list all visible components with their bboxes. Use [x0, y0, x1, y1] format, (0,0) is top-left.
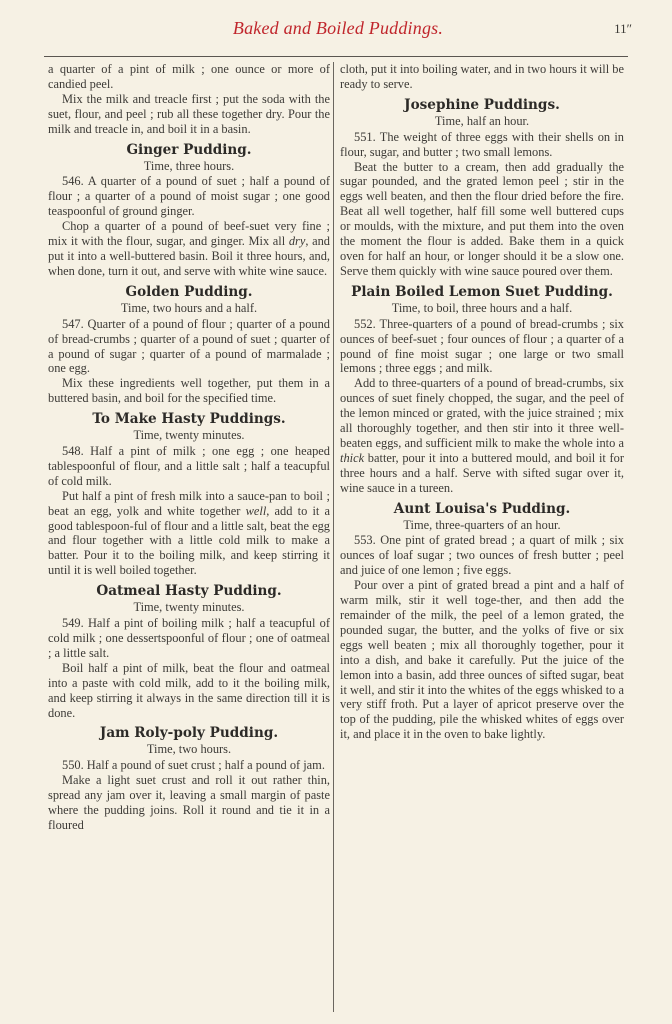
- recipe-ingredients: [48, 174, 330, 219]
- recipe-title: Josephine Puddings.: [404, 96, 560, 113]
- recipe-ingredients: [340, 533, 624, 578]
- recipe-time: Time, to boil, three hours and a half.: [391, 300, 573, 315]
- recipe-time: Time, two hours and a half.: [120, 300, 258, 315]
- right-column: [340, 62, 624, 742]
- ingredients-text: The weight of three eggs with their shells on in flour, sugar, and butter ; two small lemons.: [340, 129, 625, 159]
- recipe-number: 548.: [62, 444, 84, 459]
- header-rule: [44, 56, 628, 57]
- recipe-method: Beat the butter to a cream, then add gradually the sugar pounded, and the grated lemon peel ; stir in the eggs well beaten, and then the flour dried before the fire. Beat all well together, half fill some well buttered cups or moulds, with the mixture, and put them into the oven the moment the flour is added. Bake them in a quick oven for half an hour, or longer should it be a slow one. Serve them quickly with wine sauce poured over them.: [340, 159, 624, 278]
- continued-paragraph: cloth, put it into boiling water, and in two hours it will be ready to serve.: [340, 62, 624, 91]
- emphasis-text: thick: [340, 450, 365, 465]
- recipe-time: Time, twenty minutes.: [133, 428, 245, 443]
- ingredients-text: Three-quarters of a pound of bread-crumbs ; six ounces of beef-suet ; four ounces of flour ; a quarter of a pound of fine moist sugar ; one large or two small lemons ; three eggs ; and milk.: [340, 316, 625, 376]
- page-number: 11″: [614, 21, 632, 36]
- recipe-method: [340, 376, 624, 495]
- method-text: Chop a quarter of a pound of beef-suet very fine ; mix it with the flour, sugar, and ginger. Mix all: [48, 219, 330, 249]
- method-text: Add to three-quarters of a pound of bread-crumbs, six ounces of suet finely chopped, the sugar, and the peel of the lemon minced or grated, with the juice strained ; mix all thoroughly together, and then stir into it three well-beaten eggs, and sufficient milk to make the whole into a: [340, 376, 624, 450]
- method-text: batter, pour it into a buttered mould, and boil it for three hours and a half. Serve with sifted sugar over it, wine sauce in a tureen.: [340, 450, 624, 495]
- recipe-ingredients: [48, 444, 330, 489]
- ingredients-text: Half a pound of suet crust ; half a pound of jam.: [86, 758, 325, 773]
- recipe-title: To Make Hasty Puddings.: [92, 411, 286, 428]
- left-column: [48, 62, 330, 833]
- recipe-time: Time, three-quarters of an hour.: [403, 517, 561, 532]
- recipe-time: Time, two hours.: [146, 742, 232, 757]
- recipe-number: 550.: [62, 758, 84, 773]
- recipe-number: 547.: [62, 316, 84, 331]
- ingredients-text: Half a pint of boiling milk ; half a teacupful of cold milk ; one dessertspoonful of flour ; one of oatmeal ; a little salt.: [48, 616, 330, 660]
- recipe-time: Time, twenty minutes.: [133, 600, 245, 615]
- recipe-method: Mix these ingredients well together, put them in a buttered basin, and boil for the specified time.: [48, 376, 330, 406]
- recipe-title: Ginger Pudding.: [126, 141, 252, 158]
- recipe-ingredients: [340, 130, 624, 160]
- recipe-method: [48, 219, 330, 279]
- recipe-time: Time, half an hour.: [434, 113, 530, 128]
- recipe-number: 553.: [354, 533, 376, 548]
- recipe-number: 546.: [62, 174, 84, 189]
- ingredients-text: Half a pint of milk ; one egg ; one heaped tablespoonful of flour, and a little salt ; half a teacupful of cold milk.: [48, 444, 330, 488]
- recipe-method: [48, 489, 330, 578]
- recipe-ingredients: [48, 616, 330, 661]
- recipe-method: Boil half a pint of milk, beat the flour and oatmeal into a paste with cold milk, add to it the boiling milk, and keep stirring it always in the same direction till it is done.: [48, 660, 330, 720]
- emphasis-text: dry: [288, 234, 306, 249]
- recipe-title: Golden Pudding.: [125, 283, 253, 300]
- method-text: , add to it a good tablespoon-ful of flour and a little salt, beat the egg and flour together with a little cold milk to make a batter. Pour it to the boiling milk, and keep stirring it until it is well boiled together.: [48, 503, 331, 578]
- paragraph: Mix the milk and treacle first ; put the soda with the suet, flour, and peel ; rub all these together dry. Pour the milk and treacle in, and boil it in a basin.: [48, 91, 330, 136]
- recipe-method: Make a light suet crust and roll it out rather thin, spread any jam over it, leaving a small margin of paste where the pudding joins. Roll it round and tie it in a floured: [48, 773, 330, 832]
- recipe-number: 552.: [354, 316, 376, 331]
- recipe-title: Jam Roly-poly Pudding.: [99, 725, 279, 742]
- column-divider: [333, 62, 334, 1012]
- recipe-number: 549.: [62, 616, 84, 631]
- running-title: Baked and Boiled Puddings.: [232, 18, 444, 38]
- recipe-method: Pour over a pint of grated bread a pint and a half of warm milk, stir it well toge-ther, and then add the remainder of the milk, the peel of a lemon grated, the pounded sugar, the butter, and the yolks of five or six eggs well beaten ; mix all thoroughly together, pour it into a dish, and bake it carefully. Put the juice of the lemon into a basin, add three ounces of sifted sugar, beat it well, and stir it into the whites of the eggs whisked to a very stiff froth. Put a layer of apricot preserve over the top of the pudding, pile the whisked whites of eggs over it, and place it in the oven to bake lightly.: [340, 578, 624, 742]
- recipe-ingredients: [340, 317, 624, 377]
- recipe-number: 551.: [354, 129, 376, 144]
- ingredients-text: Quarter of a pound of flour ; quarter of a pound of bread-crumbs ; quarter of a pound of suet ; quarter of a pound of sugar ; quarter of a pound of marmalade ; one egg.: [48, 316, 330, 376]
- ingredients-text: A quarter of a pound of suet ; half a pound of flour ; a quarter of a pound of moist sugar ; one good teaspoonful of ground ginger.: [48, 174, 330, 219]
- continued-paragraph: a quarter of a pint of milk ; one ounce or more of candied peel.: [48, 62, 330, 91]
- emphasis-text: well: [245, 503, 267, 518]
- recipe-title: Plain Boiled Lemon Suet Pudding.: [351, 283, 613, 300]
- page-header: [44, 18, 632, 52]
- method-text: Put half a pint of fresh milk into a sauce-pan to boil ; beat an egg, yolk and white together: [48, 488, 330, 518]
- recipe-title: Aunt Louisa's Pudding.: [393, 500, 571, 517]
- method-text: , and put it into a well-buttered basin. Boil it three hours, and, when done, turn it out, and serve with white wine sauce.: [48, 234, 330, 278]
- recipe-ingredients: [48, 758, 330, 773]
- recipe-ingredients: [48, 317, 330, 377]
- recipe-time: Time, three hours.: [143, 158, 235, 173]
- recipe-title: Oatmeal Hasty Pudding.: [96, 583, 282, 600]
- ingredients-text: One pint of grated bread ; a quart of milk ; six ounces of loaf sugar ; two ounces of fresh butter ; peel and juice of one lemon ; five eggs.: [340, 533, 624, 578]
